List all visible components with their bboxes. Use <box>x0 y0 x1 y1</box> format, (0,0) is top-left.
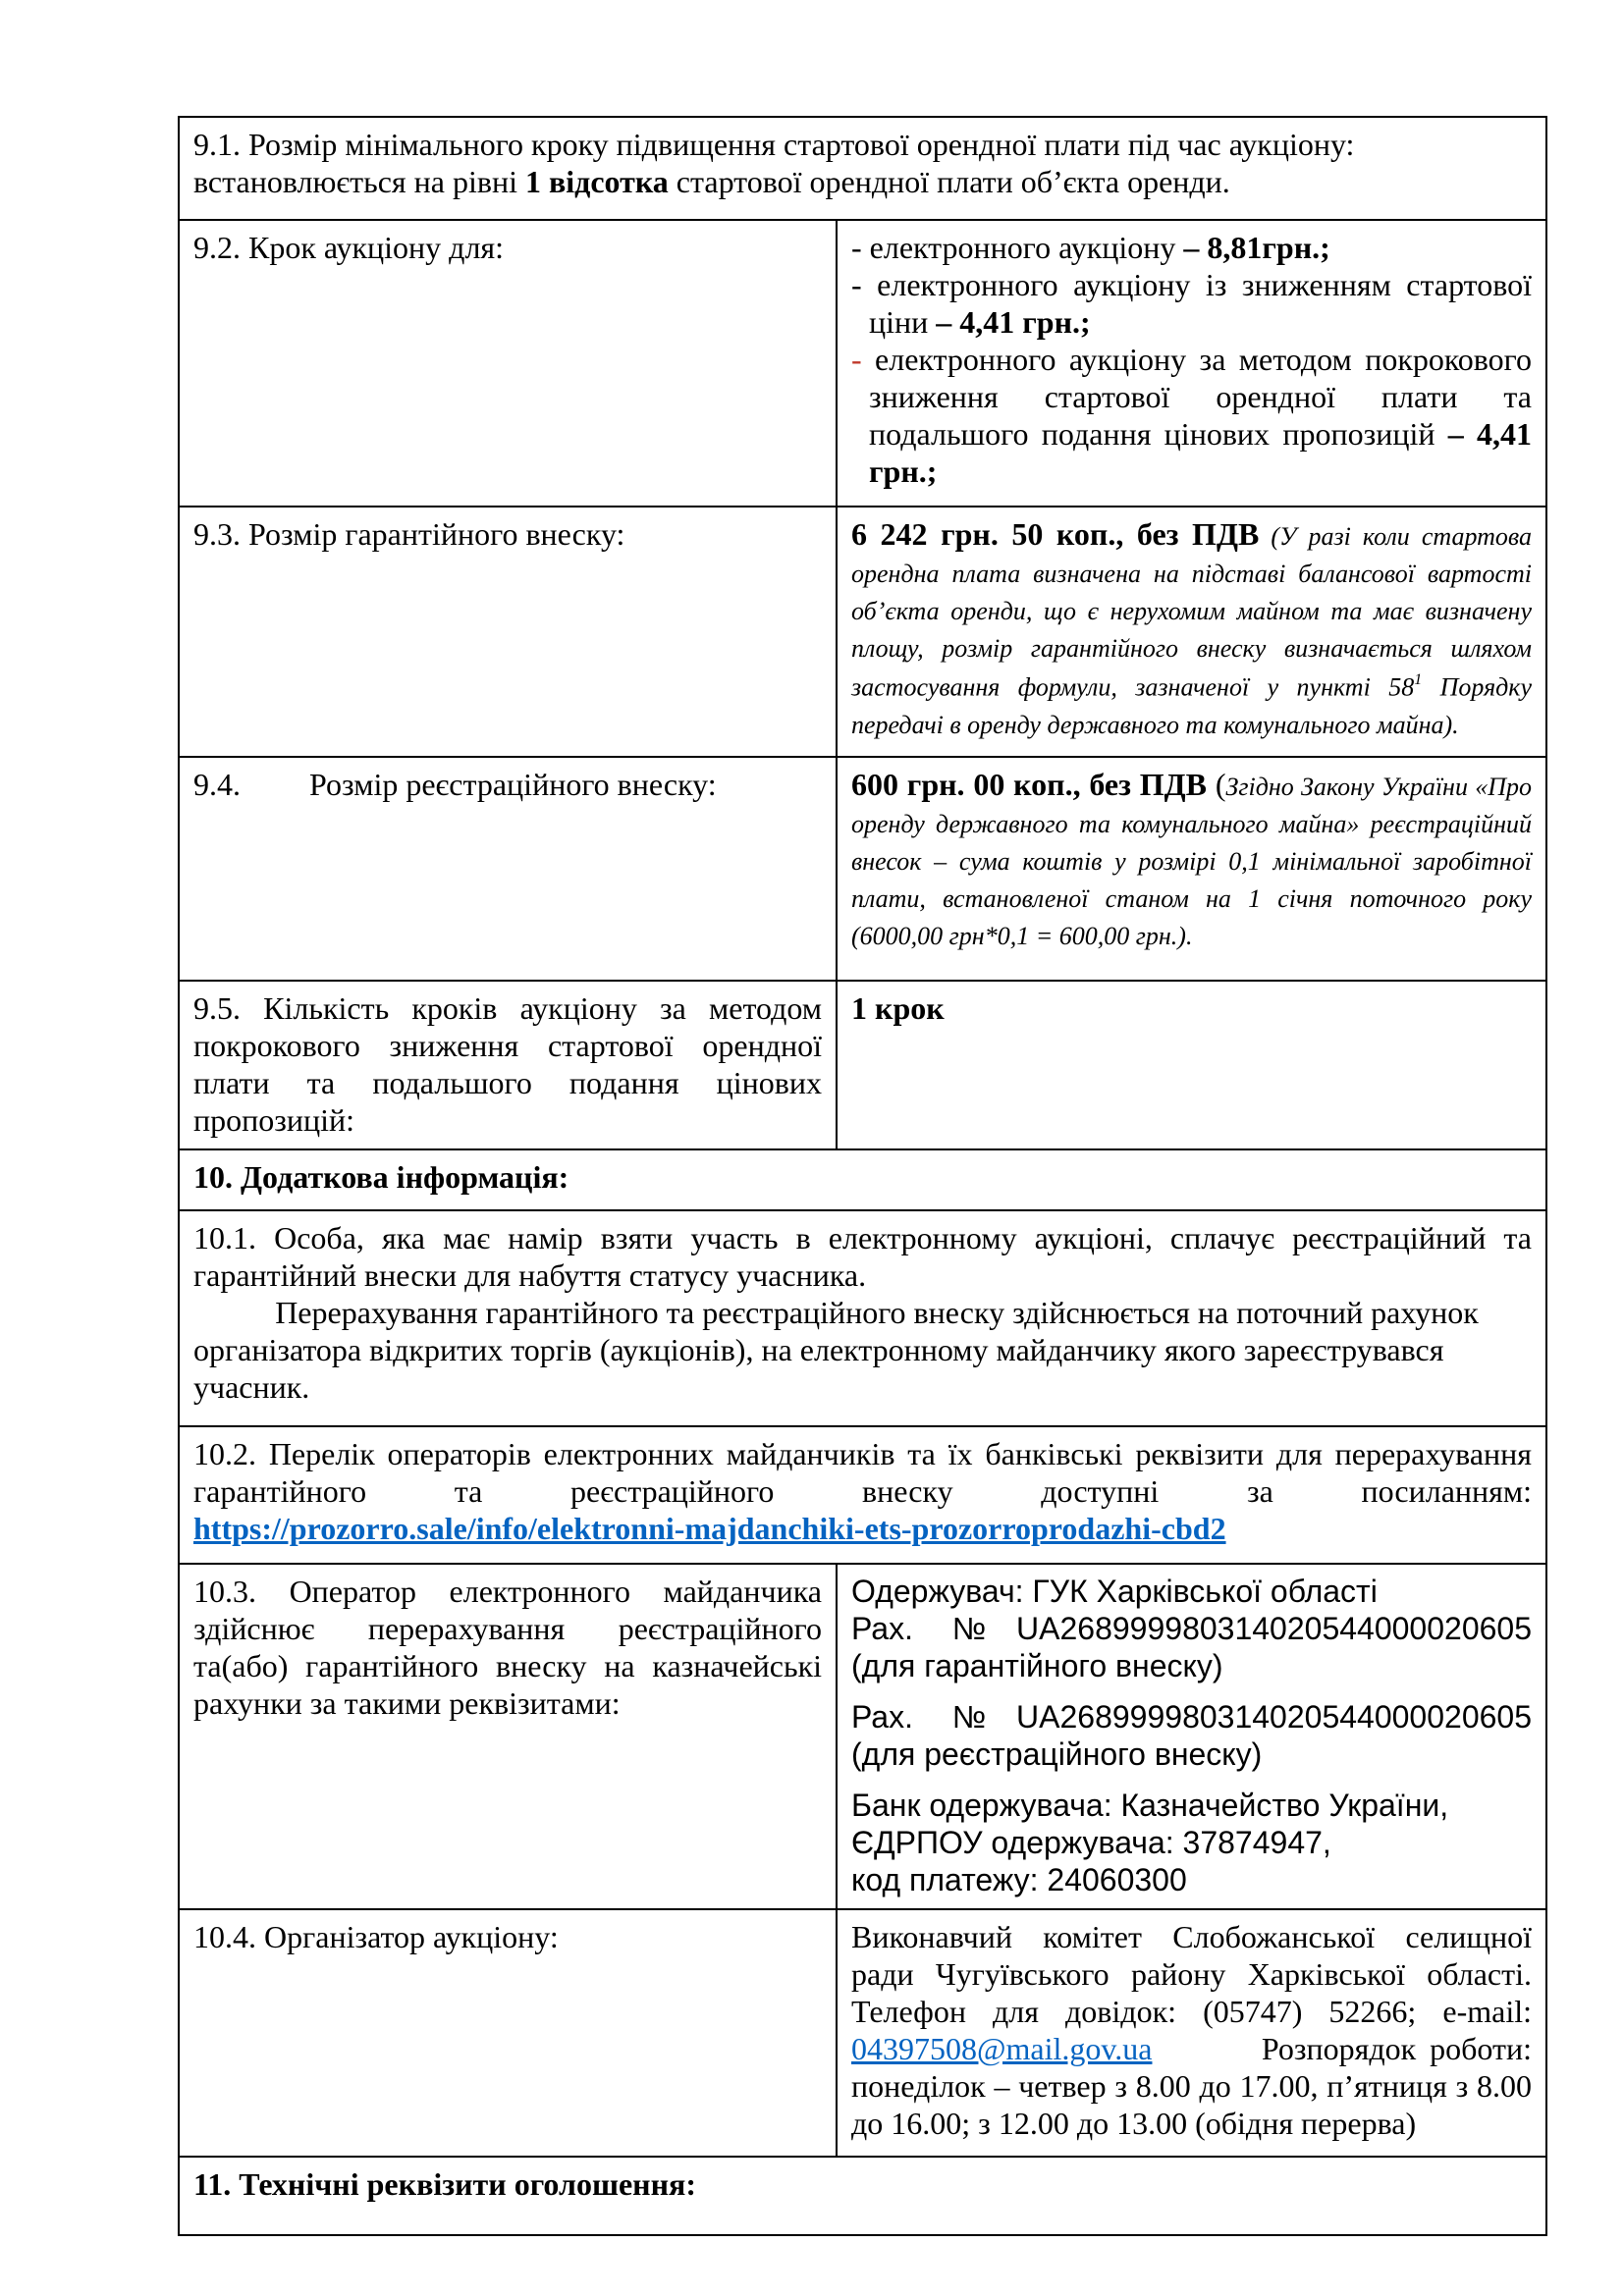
operators-list-info: 10.2. Перелік операторів електронних майданчиків та їх банківські реквізити для перерахування гарантійного та реєстраційного внеску доступні за посиланням: https://prozorro.sale/info/elektronni-majdanchiki-ets-prozorroprodazhi-cbd2 <box>179 1426 1546 1564</box>
row-10-4 <box>179 1909 1546 2157</box>
step-auction-stepwise: - електронного аукціону за методом покрокового зниження стартової орендної плати та подальшого подання цінових пропозицій – 4,41 грн.; <box>851 342 1533 489</box>
row-10-1 <box>179 1210 1546 1426</box>
recipient: Одержувач: ГУК Харківської області <box>851 1574 1378 1609</box>
min-step-text-end: стартової орендної плати об’єкта оренди. <box>668 164 1230 199</box>
registration-fee-amount: 600 грн. 00 коп., без ПДВ <box>851 767 1208 802</box>
registration-fee-label: 9.4. Розмір реєстраційного внеску: <box>179 757 837 981</box>
account-registration: Рах. №UA268999980314020544000020605 (для реєстраційного внеску) <box>851 1699 1532 1772</box>
min-step-percent: 1 відсотка <box>524 164 669 199</box>
auction-details-table <box>178 116 1547 2236</box>
min-step-cell <box>179 117 1546 220</box>
min-step-text: 9.1. Розмір мінімального кроку підвищення стартової орендної плати під час аукціону: встановлюється на рівні <box>193 127 1355 199</box>
guarantee-fee-amount: 6 242 грн. 50 коп., без ПДВ <box>851 516 1260 552</box>
row-10-3 <box>179 1564 1546 1909</box>
participation-para-1: 10.1. Особа, яка має намір взяти участь в електронному аукціоні, сплачує реєстраційний та гарантійний внески для набуття статусу учасника. <box>193 1220 1532 1293</box>
organizer-value: Виконавчий комітет Слобожанської селищної ради Чугуївського району Харківської області. Телефон для довідок: (05747) 52266; e-mail: 04397508@mail.gov.ua Розпорядок роботи: понеділок – четвер з 8.00 до 17.00, п’ятниця з 8.00 до 16.00; з 12.00 до 13.00 (обідня перерва) <box>837 1909 1546 2157</box>
steps-count-label: 9.5. Кількість кроків аукціону за методом покрокового зниження стартової орендної плати та подальшого подання цінових пропозицій: <box>179 981 837 1149</box>
registration-fee-value: 600 грн. 00 коп., без ПДВ (Згідно Закону України «Про оренду державного та комунального майна» реєстраційний внесок – сума коштів у розмірі 0,1 мінімальної заробітної плати, встановленої станом на 1 січня поточного року (6000,00 грн*0,1 = 600,00 грн.). <box>837 757 1546 981</box>
row-10-heading <box>179 1149 1546 1210</box>
steps-count-value: 1 крок <box>837 981 1546 1149</box>
auction-step-label: 9.2. Крок аукціону для: <box>179 220 837 507</box>
participation-info <box>179 1210 1546 1426</box>
section-11-heading: 11. Технічні реквізити оголошення: <box>179 2157 1546 2235</box>
prozorro-operators-link[interactable]: https://prozorro.sale/info/elektronni-majdanchiki-ets-prozorroprodazhi-cbd2 <box>193 1511 1226 1546</box>
row-11-heading <box>179 2157 1546 2235</box>
row-9-2 <box>179 220 1546 507</box>
guarantee-fee-label: 9.3. Розмір гарантійного внеску: <box>179 507 837 757</box>
row-9-5 <box>179 981 1546 1149</box>
guarantee-fee-value: 6 242 грн. 50 коп., без ПДВ (У разі коли стартова орендна плата визначена на підставі балансової вартості об’єкта оренди, що є нерухомим майном та має визначену площу, розмір гарантійного внеску визначається шляхом застосування формули, зазначеної у пункті $58^1$ Порядку передачі в оренду державного та комунального майна). <box>837 507 1546 757</box>
payment-code: код платежу: 24060300 <box>851 1862 1187 1897</box>
organizer-label: 10.4. Організатор аукціону: <box>179 1909 837 2157</box>
step-auction-lowering: - електронного аукціону із зниженням стартової ціни – 4,41 грн.; <box>851 267 1533 340</box>
recipient-edrpou: ЄДРПОУ одержувача: 37874947, <box>851 1825 1331 1860</box>
recipient-bank: Банк одержувача: Казначейство України, <box>851 1788 1449 1823</box>
section-10-heading: 10. Додаткова інформація: <box>179 1149 1546 1210</box>
treasury-requisites <box>837 1564 1546 1909</box>
row-9-3 <box>179 507 1546 757</box>
participation-para-2: Перерахування гарантійного та реєстраційного внеску здійснюється на поточний рахунок організатора відкритих торгів (аукціонів), на електронному майданчику якого зареєструвався учасник. <box>193 1295 1479 1405</box>
auction-step-values <box>837 220 1546 507</box>
account-guarantee: Рах. №UA268999980314020544000020605 (для гарантійного внеску) <box>851 1611 1532 1683</box>
step-electronic-auction: - електронного аукціону – 8,81грн.; <box>851 230 1330 265</box>
row-10-2 <box>179 1426 1546 1564</box>
row-9-1 <box>179 117 1546 220</box>
treasury-transfer-label: 10.3. Оператор електронного майданчика здійснює перерахування реєстраційного та(або) гарантійного внеску на казначейські рахунки за такими реквізитами: <box>179 1564 837 1909</box>
organizer-email-link[interactable]: 04397508@mail.gov.ua <box>851 2031 1153 2066</box>
row-9-4 <box>179 757 1546 981</box>
